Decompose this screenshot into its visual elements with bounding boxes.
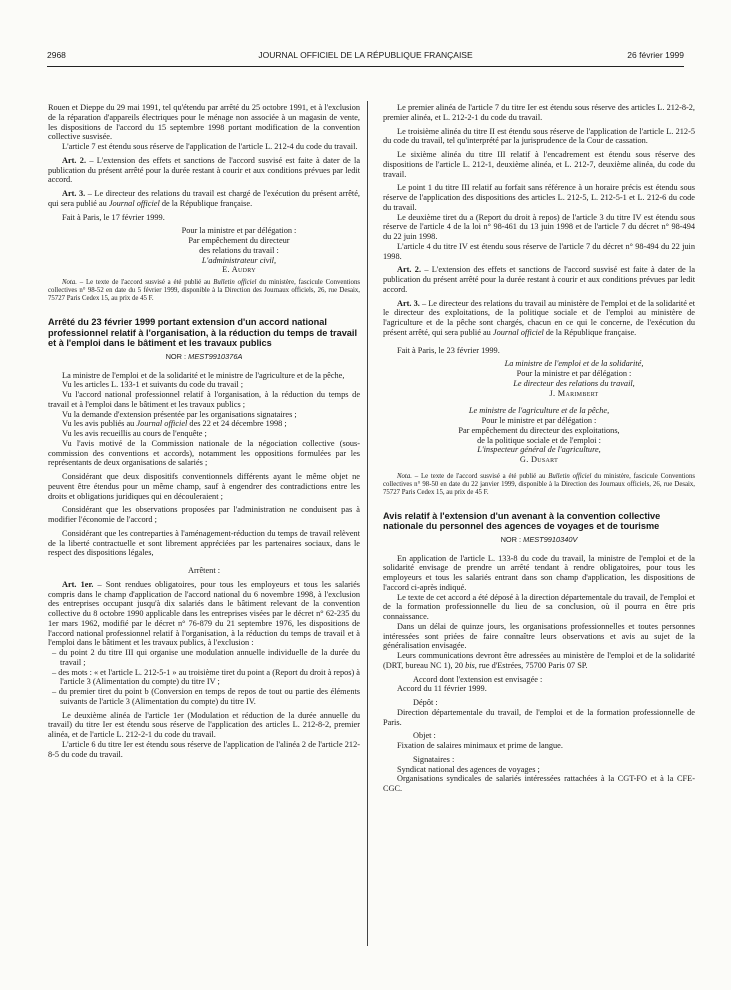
visa: Vu l'avis motivé de la Commission nationale de la négociation collective (sous-commission des conventions et accords), notamment les oppositions formulées par les représentants de deux organisations de salariés ; [48,438,360,468]
nota [48,279,360,303]
list-item: – du point 2 du titre III qui organise une modulation annuelle individuelle de la durée du travail ; [52,648,360,667]
considerant: Considérant que deux dispositifs conventionnels différents ayant le même objet ne peuvent être étendus pour un même champ, sauf à engendrer des contradictions entre les droits et obligations juridiques qui en découleraient ; [48,472,360,501]
item-label: Objet : [413,731,436,741]
journal-ref: Journal officiel [492,327,544,337]
signature-line: Le ministre de l'agriculture et de la pêche, [468,406,610,416]
nor-code: MEST9910340V [523,534,578,544]
list-item: – des mots : « et l'article L. 212-5-1 » au troisième tiret du point a (Report du droit à repos) à l'article 3 (Alimentation du compte) du titre IV ; [52,667,360,687]
article-text: – Le directeur des relations du travail est chargé de l'exécution du présent arrêté, qui sera publié au [48,189,360,208]
article-label: Art. 1er. [62,579,94,589]
paragraph: Le deuxième alinéa de l'article 1er (Modulation et réduction de la durée annuelle du travail) du titre Ier est étendu sous réserve de l'application des articles L. 212-8-2, premier alinéa, et de l'article L. 212-2-1 du code du travail. [48,710,360,740]
paragraph: Dans un délai de quinze jours, les organisations professionnelles et toutes personnes intéressées sont priées de faire connaître leurs observations et avis au sujet de la généralisation envisagée. [383,621,695,651]
signatory-title: L'inspecteur général de l'agriculture, [477,445,601,455]
nor-reference [48,352,360,362]
article-text: – Le directeur des relations du travail au ministère de l'emploi et de la solidarité et le directeur des exploitations, de la politique sociale et de l'emploi au ministère de l'agriculture et de la pêche sont chargés, chacun en ce qui le concerne, de l'exécution du présent arrêté, qui sera publié au [383,298,696,337]
visa-text: Vu les avis publiés au [62,419,137,429]
item-label: Accord dont l'extension est envisagée : [413,674,543,684]
nota-label: Nota. [397,472,412,480]
paragraph: Le troisième alinéa du titre II est étendu sous réserve de l'application de l'article L. 212-5 du code du travail, tel qu'interprété par la jurisprudence de la Cour de cassation. [383,126,695,146]
nota-text: du ministère, fascicule Conventions collectives n° 98-52 en date du 5 février 1999, disponible à la Direction des Journaux officiels, 26, rue Desaix, 75727 Paris Cedex 15, au prix de 45 F. [48,279,360,302]
signature-line: Pour le ministre et par délégation : [481,416,597,425]
nor-reference [383,535,695,545]
signature-line: Par empêchement du directeur [188,236,290,245]
signature-line: Pour la ministre et par délégation : [516,369,632,378]
signature-line: La ministre de l'emploi et de la solidarité, [504,359,644,369]
article-2 [383,265,695,294]
signature-line: de la politique sociale et de l'emploi : [477,435,601,445]
page-number: 2968 [47,50,66,60]
paragraph [383,651,695,671]
paragraph: Le texte de cet accord a été déposé à la direction départementale du travail, de l'emploi et de la formation professionnelle du lieu de sa conclusion, où il pourra en être pris connaissance. [383,592,695,622]
article-3 [383,299,695,338]
visa-text: des 22 et 24 décembre 1998 ; [187,419,287,429]
nor-label: NOR : [165,351,189,361]
journal-title: JOURNAL OFFICIEL DE LA RÉPUBLIQUE FRANÇAISE [258,50,473,60]
paragraph: L'article 6 du titre Ier est étendu sous réserve de l'application de l'alinéa 2 de l'article 212-8-5 du code du travail. [48,739,360,759]
header-rule [47,66,684,67]
column-separator [367,101,368,946]
considerant: Considérant que les contreparties à l'aménagement-réduction du temps de travail relèvent de la liberté contractuelle et sont librement appréciées par les partenaires sociaux, dans le respect des dispositions légales, [48,528,360,558]
paragraph: La ministre de l'emploi et de la solidarité et le ministre de l'agriculture et de la pêche, [62,370,345,380]
nota-text: du ministère, fascicule Conventions collectives n° 98-50 en date du 22 janvier 1999, disponible à la Direction des Journaux officiels, 26, rue Desaix, 75727 Paris Cedex 15, au prix de 45 F. [383,472,695,496]
nor-label: NOR : [500,534,524,544]
nota [383,473,695,497]
visa: Vu l'accord national professionnel relatif à l'organisation, à la réduction du temps de travail et à l'emploi dans le bâtiment et les travaux publics ; [48,390,360,409]
article-text: de la République française. [159,198,253,208]
paragraph: Rouen et Dieppe du 29 mai 1991, tel qu'étendu par arrêté du 25 octobre 1991, et à l'exclusion de la réparation d'appareils électriques pour le ménage non associée à un magasin de vente, les dispositions de l'accord du 15 septembre 1998 portant modification de la convention collective susvisée. [48,103,360,142]
arretent: Arrêtent : [187,566,221,576]
issue-date: 26 février 1999 [627,50,684,60]
signatory-name: J. Marimbert [549,388,599,398]
signature-line: Par empêchement du directeur des exploitations, [458,425,620,435]
bulletin-ref: Bulletin officiel [548,472,592,480]
signature-block [453,359,695,398]
visa: Vu les avis recueillis au cours de l'enquête ; [62,429,207,439]
signatory-title: Le directeur des relations du travail, [513,378,635,388]
article-label: Art. 3. [397,298,420,308]
bulletin-ref: Bulletin officiel [213,279,257,286]
item-value: Fixation de salaires minimaux et prime de langue. [397,741,563,751]
article-label: Art. 2. [62,155,87,165]
paragraph: L'article 4 du titre IV est étendu sous réserve de l'article 7 du décret n° 98-494 du 22 juin 1998. [383,241,695,261]
article-label: Art. 3. [62,189,86,198]
item-label: Dépôt : [413,698,438,708]
journal-ref: Journal officiel [108,198,160,208]
nota-text: – Le texte de l'accord susvisé a été publié au [411,472,549,480]
visa: Vu la demande d'extension présentée par les organisations signataires ; [62,409,297,419]
list-item: – du premier tiret du point b (Conversion en temps de repos de tout ou partie des éléments suivants de l'article 3 (Alimentation du compte) du titre IV. [52,687,360,706]
journal-ref: Journal officiel [136,419,188,429]
paragraph: Le deuxième tiret du a (Report du droit à repos) de l'article 3 du titre IV est étendu sous réserve de l'article 4 de la loi n° 98-461 du 13 juin 1998 et de l'article 7 du décret n° 98-494 du 22 juin 1998. [383,212,695,241]
paragraph: En application de l'article L. 133-8 du code du travail, la ministre de l'emploi et de la solidarité envisage de prendre un arrêté tendant à rendre obligatoires, pour tous les employeurs et tous les salariés entrant dans son champ d'application, les dispositions de l'accord ci-après indiqué. [383,553,695,592]
paragraph: Le sixième alinéa du titre III relatif à l'encadrement est étendu sous réserve des dispositions de l'article L. 212-1, deuxième alinéa, et L. 212-7, deuxième alinéa, du code du travail. [383,150,695,179]
paragraph: Le premier alinéa de l'article 7 du titre Ier est étendu sous réserve des articles L. 212-8-2, premier alinéa, et L. 212-2-1 du code du travail. [383,103,695,122]
visa [48,419,360,429]
nota-text: – Le texte de l'accord susvisé a été publié au [76,279,214,286]
paragraph: Le point 1 du titre III relatif au forfait sans référence à un horaire précis est étendu sous réserve de l'application des dispositions des articles L. 212-5, L. 212-5-1 et L. 212-6 du code du travail. [383,183,695,212]
nota-label: Nota. [62,279,77,286]
section-title: Arrêté du 23 février 1999 portant extension d'un accord national professionnel relatif à l'organisation, à la réduction du temps de travail et à l'emploi dans le bâtiment et les travaux publics [48,317,358,349]
item-value: Organisations syndicales de salariés intéressées rattachées à la CGT-FO et à la CFE-CGC. [383,774,695,794]
signature-block [118,226,360,275]
signatory-name: E. Audry [222,265,256,275]
article-text: – L'extension des effets et sanctions de l'accord susvisé est faite à dater de la publication du présent arrêté pour la durée restant à courir et aux conditions prévues par ledit accord. [383,265,696,294]
article-text: – L'extension des effets et sanctions de l'accord susvisé est faite à dater de la publication du présent arrêté pour la durée restant à courir et aux conditions prévues par ledit accord. [48,155,361,185]
right-column [383,103,695,794]
item-value: Syndicat national des agences de voyages ; [397,764,540,774]
signature-block [383,406,695,465]
signature-line: des relations du travail : [199,245,279,255]
left-column [48,103,360,759]
paragraph-text: Leurs communications devront être adressées au ministère de l'emploi et de la solidarité (DRT, bureau NC 1), 20 [383,651,695,670]
article-text: de la République française. [543,327,637,337]
signatory-name: G. Dusart [519,455,559,464]
fait-a-paris: Fait à Paris, le 17 février 1999. [62,212,165,222]
running-header [47,50,684,64]
item-value: Accord du 11 février 1999. [397,684,487,694]
considerant: Considérant que les observations proposées par l'administration ne conduisent pas à modifier l'économie de l'accord ; [48,505,360,525]
article-label: Art. 2. [397,265,422,275]
fait-a-paris: Fait à Paris, le 23 février 1999. [397,345,500,355]
paragraph-text: , rue d'Estrées, 75700 Paris 07 SP. [474,660,588,670]
nor-code: MESТ9910376A [188,351,243,361]
signature-line: Pour la ministre et par délégation : [181,226,297,236]
bis-marker: bis [465,660,475,670]
item-label: Signataires : [413,754,455,764]
paragraph: L'article 7 est étendu sous réserve de l'application de l'article L. 212-4 du code du travail. [62,142,358,151]
item-value: Direction départementale du travail, de l'emploi et de la formation professionnelle de Paris. [383,707,695,727]
signatory-title: L'administrateur civil, [201,255,277,265]
article-text: – Sont rendues obligatoires, pour tous les employeurs et tous les salariés compris dans le champ d'application de l'accord national du 6 novembre 1998, à l'exclusion des entreprises occupant jusqu'à dix salariés dans le bâtiment relevant de la convention collective du 8 octobre 1990 applicable dans les entreprises visées par le décret n° 62-235 du 1er mars 1962, modifié par le décret n° 76-879 du 21 septembre 1976, les dispositions de l'accord national professionnel relatif à l'organisation, à la réduction du temps de travail et à l'emploi dans le bâtiment et les travaux publics, à l'exclusion : [48,579,360,648]
visa: Vu les articles L. 133-1 et suivants du code du travail ; [62,380,244,390]
article-2 [48,156,360,185]
article-3 [48,189,360,209]
section-title: Avis relatif à l'extension d'un avenant à la convention collective nationale du personnel des agences de voyages et de tourisme [383,510,661,532]
article-1 [48,580,360,648]
